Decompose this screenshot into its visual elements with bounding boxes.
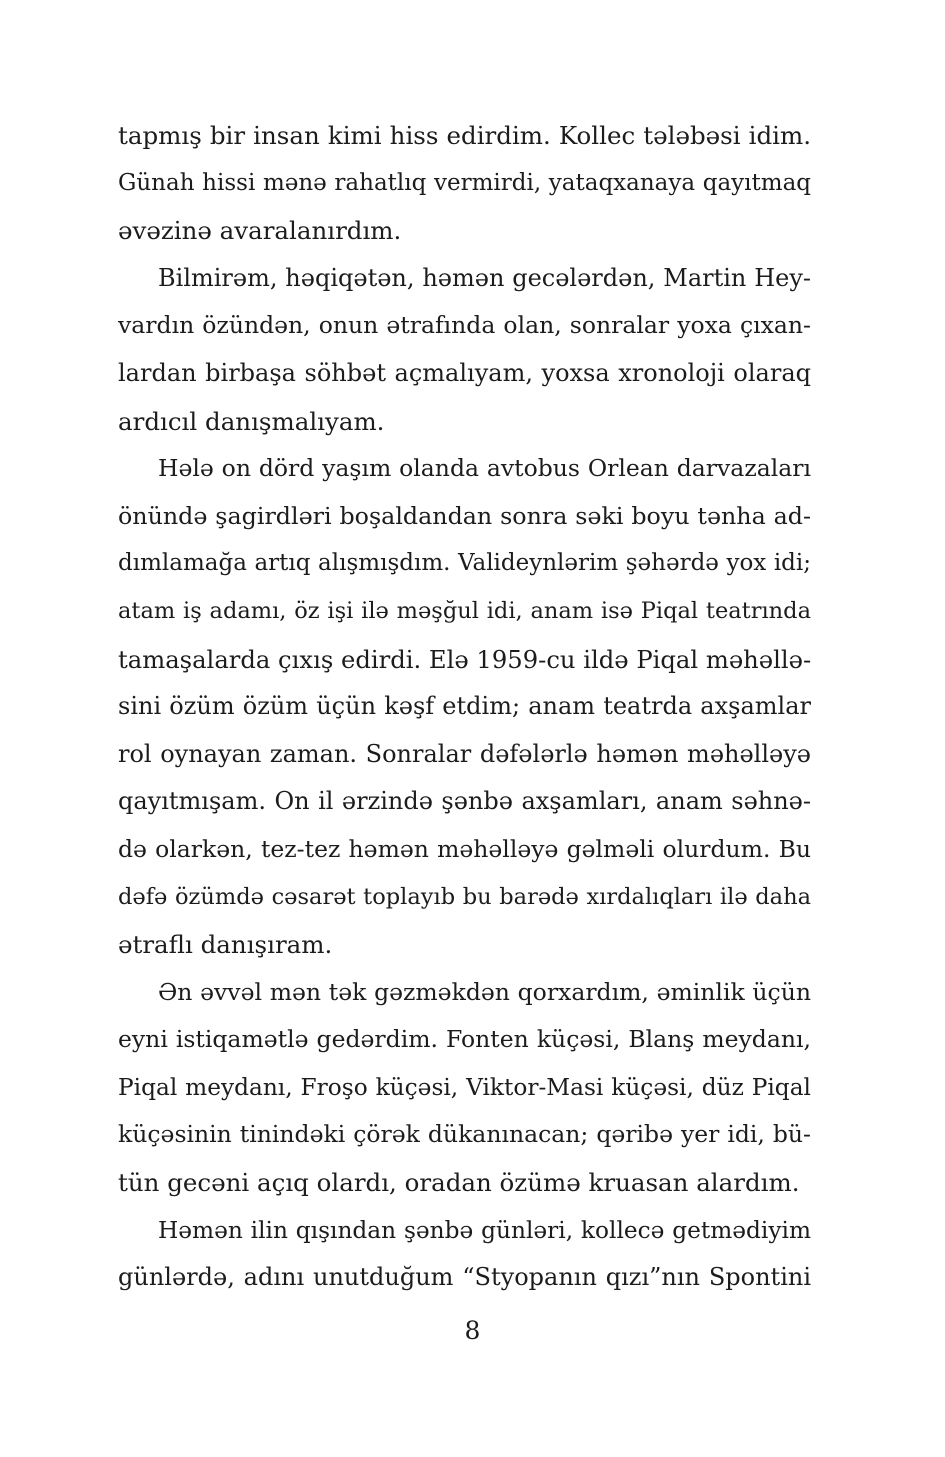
text-line: Piqal meydanı, Froşo küçəsi, Viktor-Masi küçəsi, düz Piqal xyxy=(118,1073,811,1101)
body-text xyxy=(118,112,811,1302)
text-line: Həmən ilin qışından şənbə günləri, kollecə getmədiyim xyxy=(158,1216,811,1244)
text-line: eyni istiqamətlə gedərdim. Fonten küçəsi, Blanş meydanı, xyxy=(118,1025,811,1054)
text-line: Hələ on dörd yaşım olanda avtobus Orlean darvazaları xyxy=(158,454,811,483)
text-line: dəfə özümdə cəsarət toplayıb bu barədə xırdalıqları ilə daha xyxy=(118,883,811,910)
page-number: 8 xyxy=(464,1316,481,1345)
text-line: lardan birbaşa söhbət açmalıyam, yoxsa xronoloji olaraq xyxy=(118,358,811,387)
text-line: də olarkən, tez-tez həmən məhəlləyə gəlməli olurdum. Bu xyxy=(118,834,811,863)
text-line: tamaşalarda çıxış edirdi. Elə 1959-cu ildə Piqal məhəllə- xyxy=(118,644,812,674)
text-line: tapmış bir insan kimi hiss edirdim. Kollec tələbəsi idim. xyxy=(118,121,811,150)
text-line: atam iş adamı, öz işi ilə məşğul idi, anam isə Piqal teatrında xyxy=(118,597,811,624)
text-line: ətraflı danışıram. xyxy=(118,930,333,960)
text-line: rol oynayan zaman. Sonralar dəfələrlə həmən məhəlləyə xyxy=(118,739,811,768)
text-line: ardıcıl danışmalıyam. xyxy=(118,406,385,436)
text-line: əvəzinə avaralanırdım. xyxy=(118,216,402,246)
text-line: dımlamağa artıq alışmışdım. Valideynlərim şəhərdə yox idi; xyxy=(118,550,811,577)
text-line: Ən əvvəl mən tək gəzməkdən qorxardım, əminlik üçün xyxy=(158,977,811,1006)
text-line: Bilmirəm, həqiqətən, həmən gecələrdən, Martin Hey- xyxy=(158,263,811,292)
paragraph xyxy=(118,112,811,255)
text-line: qayıtmışam. On il ərzində şənbə axşamları, anam səhnə- xyxy=(118,787,811,816)
paragraph xyxy=(118,445,811,969)
paragraph xyxy=(118,1207,811,1302)
paragraph xyxy=(118,969,811,1207)
text-line: vardın özündən, onun ətrafında olan, sonralar yoxa çıxan- xyxy=(118,311,811,340)
text-line: Günah hissi mənə rahatlıq vermirdi, yataqxanaya qayıtmaq xyxy=(118,169,811,196)
text-line: tün gecəni açıq olardı, oradan özümə kruasan alardım. xyxy=(118,1168,800,1198)
text-line: küçəsinin tinindəki çörək dükanınacan; qəribə yer idi, bü- xyxy=(118,1120,811,1149)
paragraph xyxy=(118,255,811,445)
text-line: sini özüm özüm üçün kəşf etdim; anam teatrda axşamlar xyxy=(118,692,811,721)
text-line: günlərdə, adını unutduğum “Styopanın qızı”nın Spontini xyxy=(118,1263,811,1292)
text-line: önündə şagirdləri boşaldandan sonra səki boyu tənha ad- xyxy=(118,501,811,530)
